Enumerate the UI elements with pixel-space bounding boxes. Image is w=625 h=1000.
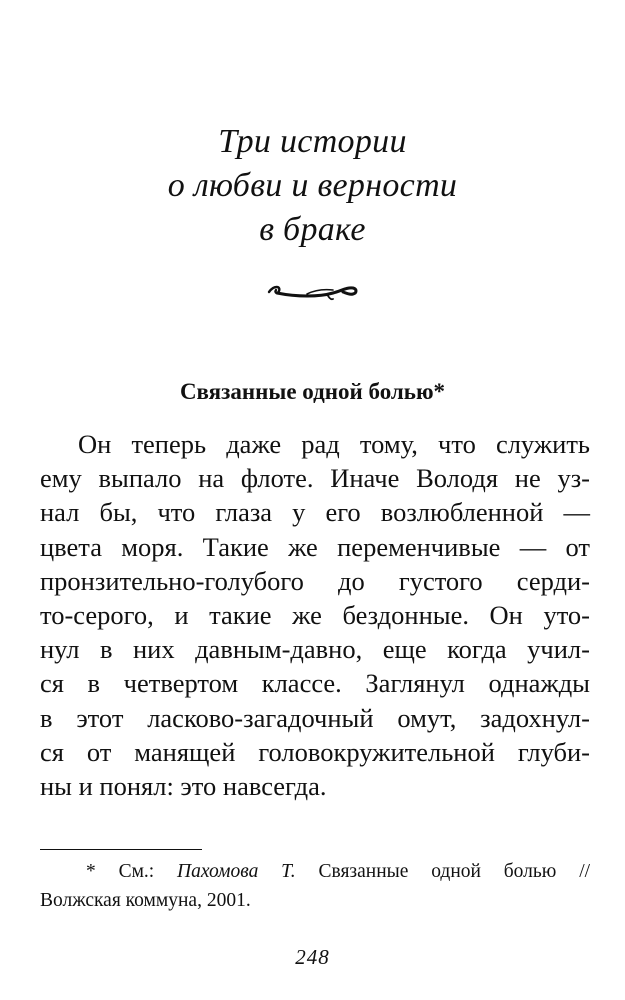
text-line: в этот ласково-загадочный омут, задохнул- [40,702,590,733]
text-line: ся в четвертом классе. Заглянул однажды [40,668,590,699]
text-line: Он теперь даже рад тому, что служить [78,429,590,459]
text-line: нал бы, что глаза у его возлюбленной — [40,497,590,528]
chapter-title-line: в браке [259,211,366,248]
chapter-title-line: Три истории [218,123,407,160]
text-line: цвета моря. Такие же переменчивые — от [40,531,590,562]
footnote-see: См.: [118,861,155,882]
footnote-line: Волжская коммуна, 2001. [40,890,251,911]
body-paragraph [40,427,590,803]
text-line: ся от манящей головокружительной глуби- [40,736,590,767]
chapter-title-line: о любви и верности [167,167,458,204]
footnote-line [40,857,590,886]
section-heading: Связанные одной болью* [179,379,446,404]
footnote-source: Связанные одной болью // [318,861,591,882]
text-line: пронзительно-голубого до густого серди- [40,565,590,596]
flourish-divider-icon [267,281,359,303]
text-line: нул в них давным-давно, еще когда учил- [40,634,590,665]
footnote-divider [40,849,202,850]
text-line: ны и понял: это навсегда. [40,771,327,802]
footnote-author: Пахомова Т. [177,861,296,882]
footnote [40,857,590,915]
footnote-marker: * [86,861,96,882]
page-number: 248 [295,945,330,969]
chapter-title [0,120,625,252]
text-line: ему выпало на флоте. Иначе Володя не уз- [40,463,590,494]
text-line: то-серого, и такие же бездонные. Он уто- [40,600,590,631]
